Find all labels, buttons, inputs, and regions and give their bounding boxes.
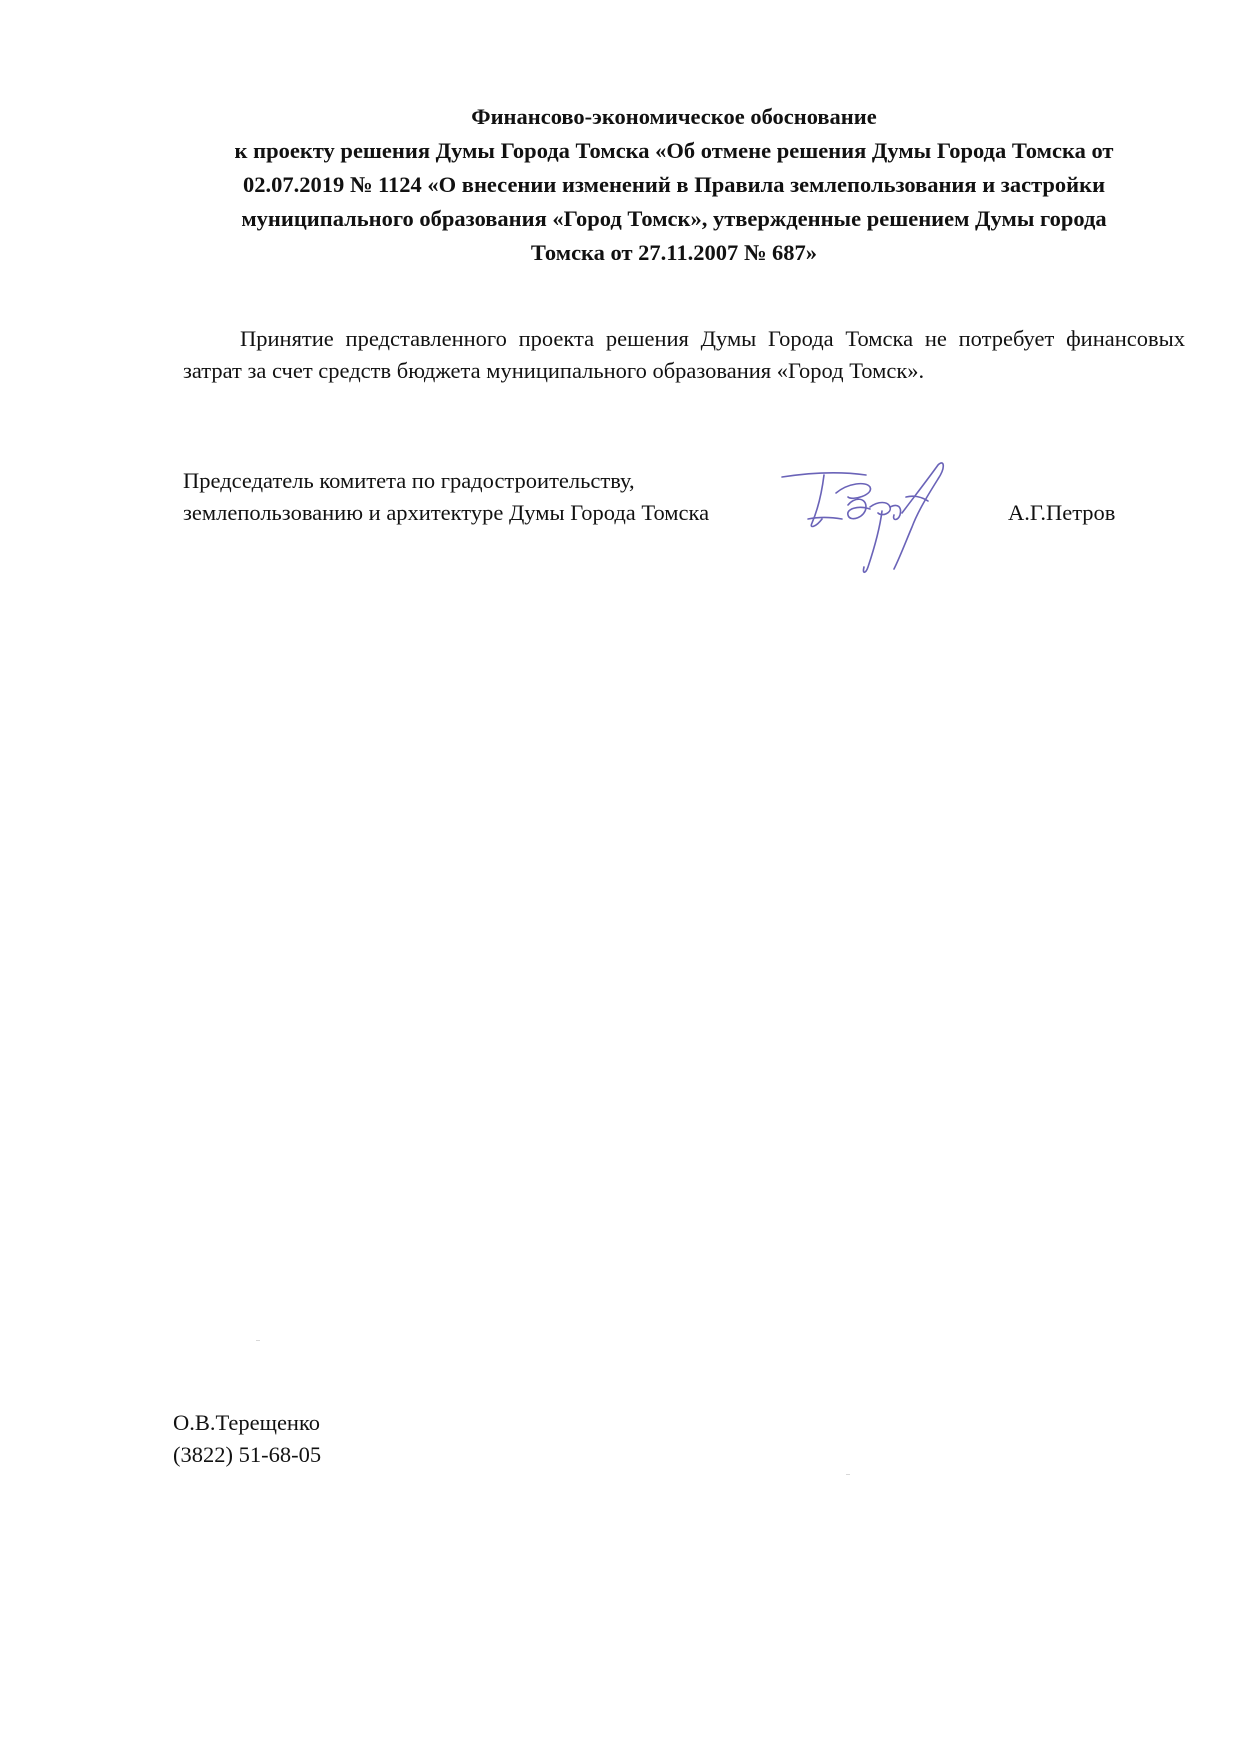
title-line: к проекту решения Думы Города Томска «Об отмене решения Думы Города Томска от bbox=[234, 138, 1114, 163]
title-line: 02.07.2019 № 1124 «О внесении изменений в Правила землепользования и застройки bbox=[242, 172, 1106, 197]
document-title bbox=[160, 100, 1188, 270]
executor-name: О.В.Терещенко bbox=[173, 1410, 321, 1435]
body-paragraph: Принятие представленного проекта решения Думы Города Томска не потребует финансовых затрат за счет средств бюджета муниципального образования «Город Томск». bbox=[183, 325, 1185, 383]
handwritten-signature bbox=[778, 457, 978, 587]
scan-mark bbox=[846, 1474, 850, 1475]
executor-phone: (3822) 51-68-05 bbox=[173, 1442, 322, 1467]
signer-position bbox=[183, 465, 709, 529]
signer-position-line: Председатель комитета по градостроительству, bbox=[183, 468, 635, 493]
executor-block bbox=[173, 1407, 321, 1471]
title-line: Томска от 27.11.2007 № 687» bbox=[530, 240, 818, 265]
signer-name: А.Г.Петров bbox=[1008, 500, 1116, 525]
signer-position-line: землепользованию и архитектуре Думы Города Томска bbox=[183, 500, 710, 525]
title-line: Финансово-экономическое обоснование bbox=[471, 104, 877, 129]
title-line: муниципального образования «Город Томск», утвержденные решением Думы города bbox=[241, 206, 1107, 231]
signature-block bbox=[183, 465, 1185, 585]
scan-mark bbox=[256, 1340, 260, 1341]
